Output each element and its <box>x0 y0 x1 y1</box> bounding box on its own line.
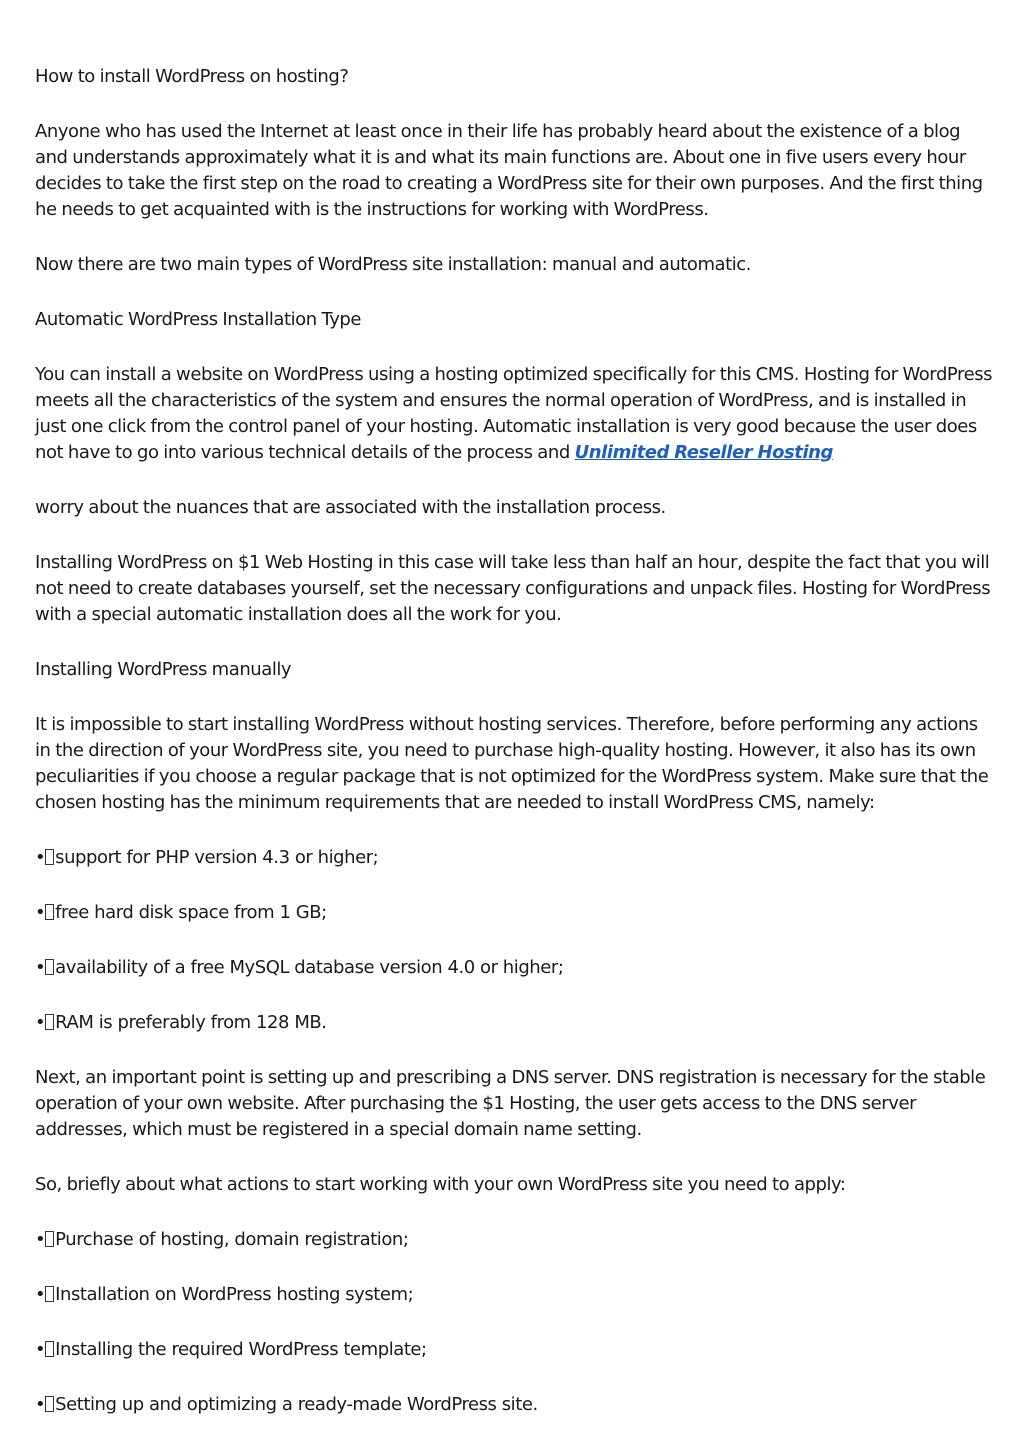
bullet-icon: • <box>35 1339 46 1360</box>
missing-glyph-icon <box>45 1014 54 1030</box>
bullet-icon: • <box>35 1394 46 1415</box>
list-item-lead: support <box>55 847 122 868</box>
list-item <box>35 1392 995 1418</box>
missing-glyph-icon <box>45 1396 54 1412</box>
list-item-lead: Setting <box>55 1394 117 1415</box>
bullet-icon: • <box>35 1284 46 1305</box>
document-page <box>35 64 995 1447</box>
list-item <box>35 1227 995 1253</box>
nuances-paragraph: worry about the nuances that are associated with the installation process. <box>35 497 666 518</box>
missing-glyph-icon <box>45 849 54 865</box>
list-item-lead: Installation <box>55 1284 150 1305</box>
bullet-icon: • <box>35 1229 46 1250</box>
list-item-rest: the required WordPress template; <box>137 1339 427 1360</box>
one-dollar-hosting-paragraph: Installing WordPress on $1 Web Hosting in this case will take less than half an hour, despite the fact that you will not need to create databases yourself, set the necessary configurations and unpack files. Hosting for WordPress with a special automatic installation does all the work for you. <box>35 552 991 625</box>
list-item-lead: Installing <box>55 1339 133 1360</box>
list-item <box>35 1337 995 1363</box>
missing-glyph-icon <box>45 904 54 920</box>
list-item-rest: up and optimizing a ready-made WordPress site. <box>121 1394 538 1415</box>
automatic-paragraph <box>35 362 995 466</box>
automatic-heading: Automatic WordPress Installation Type <box>35 309 362 330</box>
list-item <box>35 1282 995 1308</box>
bullet-icon: • <box>35 902 46 923</box>
list-item-rest: is preferably from 128 MB. <box>98 1012 327 1033</box>
automatic-paragraph-text: You can install a website on WordPress using a hosting optimized specifically for this CMS. Hosting for WordPress meets all the characteristics of the system and ensures the normal operation of WordPress, and is installed in just one click from the control panel of your hosting. Automatic installation is very good because the user does not have to go into various technical details of the process and <box>35 364 993 463</box>
installation-types-paragraph: Now there are two main types of WordPress site installation: manual and automatic. <box>35 254 752 275</box>
list-item-rest: of a free MySQL database version 4.0 or higher; <box>152 957 564 978</box>
list-item-rest: on WordPress hosting system; <box>154 1284 414 1305</box>
document-title: How to install WordPress on hosting? <box>35 66 349 87</box>
list-item <box>35 845 995 871</box>
list-item-lead: free <box>55 902 89 923</box>
missing-glyph-icon <box>45 1286 54 1302</box>
requirements-list <box>35 845 995 1036</box>
steps-list <box>35 1227 995 1418</box>
intro-paragraph: Anyone who has used the Internet at least once in their life has probably heard about the existence of a blog and understands approximately what it is and what its main functions are. About one in five users every hour decides to take the first step on the road to creating a WordPress site for their own purposes. And the first thing he needs to get acquainted with is the instructions for working with WordPress. <box>35 121 983 220</box>
list-item-lead: RAM <box>55 1012 94 1033</box>
bullet-icon: • <box>35 1012 46 1033</box>
dns-paragraph: Next, an important point is setting up and prescribing a DNS server. DNS registration is necessary for the stable operation of your own website. After purchasing the $1 Hosting, the user gets access to the DNS server addresses, which must be registered in a special domain name setting. <box>35 1067 986 1140</box>
list-item-lead: availability <box>55 957 148 978</box>
list-item-rest: of hosting, domain registration; <box>138 1229 409 1250</box>
manual-paragraph: It is impossible to start installing WordPress without hosting services. Therefore, before performing any actions in the direction of your WordPress site, you need to purchase high-quality hosting. However, it also has its own peculiarities if you choose a regular package that is not optimized for the WordPress system. Make sure that the chosen hosting has the minimum requirements that are needed to install WordPress CMS, namely: <box>35 714 989 813</box>
missing-glyph-icon <box>45 1341 54 1357</box>
list-item <box>35 955 995 981</box>
manual-heading: Installing WordPress manually <box>35 659 292 680</box>
unlimited-reseller-hosting-link[interactable]: Unlimited Reseller Hosting <box>574 442 833 463</box>
bullet-icon: • <box>35 847 46 868</box>
list-item-rest: hard disk space from 1 GB; <box>94 902 327 923</box>
missing-glyph-icon <box>45 1231 54 1247</box>
list-item-rest: for PHP version 4.3 or higher; <box>126 847 379 868</box>
bullet-icon: • <box>35 957 46 978</box>
missing-glyph-icon <box>45 959 54 975</box>
summary-paragraph: So, briefly about what actions to start working with your own WordPress site you need to apply: <box>35 1174 846 1195</box>
list-item <box>35 900 995 926</box>
list-item <box>35 1010 995 1036</box>
list-item-lead: Purchase <box>55 1229 134 1250</box>
